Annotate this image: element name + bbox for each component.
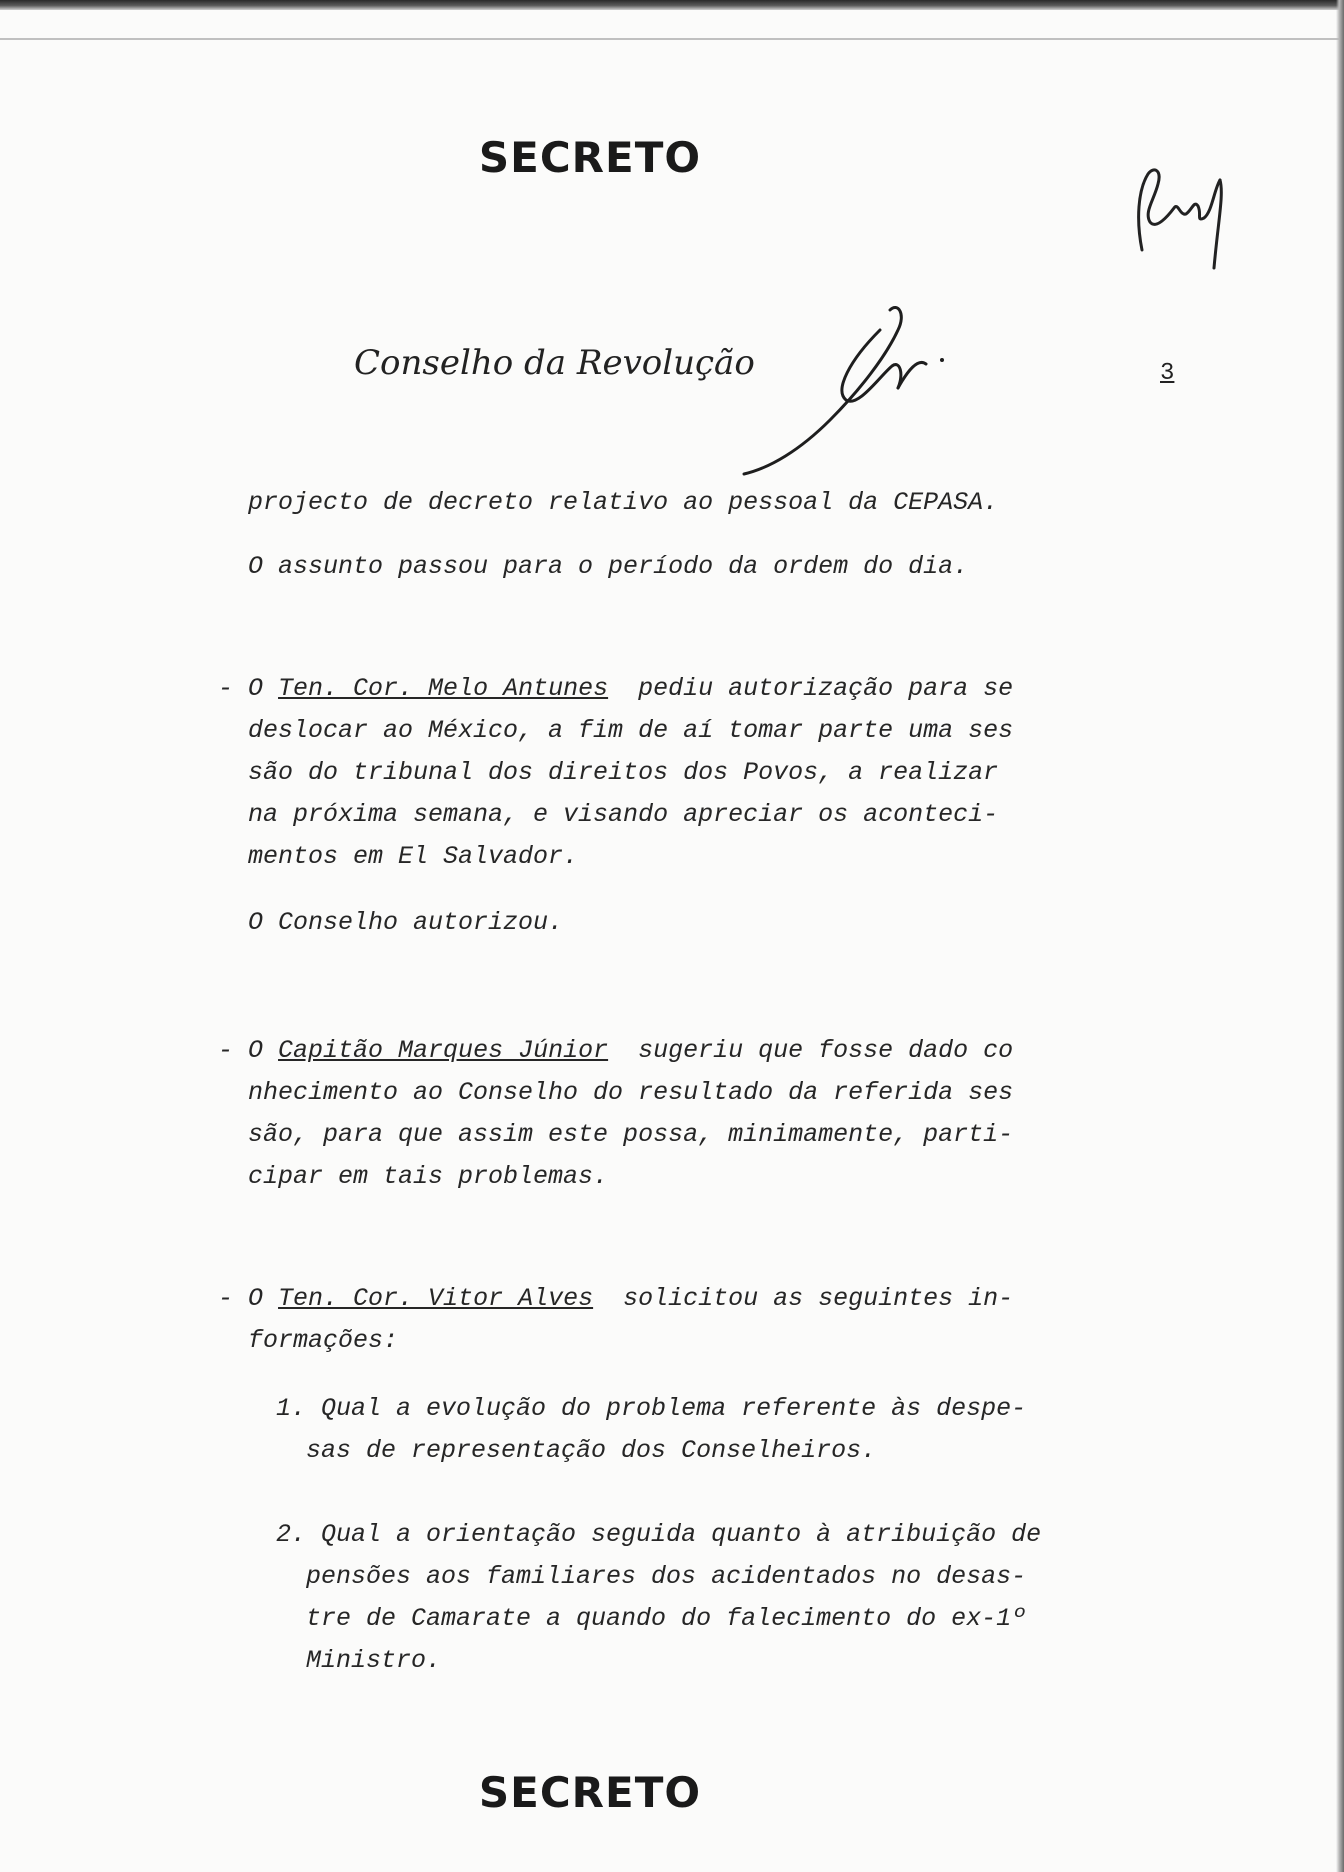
- item-melo-antunes-line5: mentos em El Salvador.: [248, 842, 579, 871]
- page-number: 3: [1160, 360, 1175, 387]
- item-text: pediu autorização para se: [638, 674, 1014, 703]
- item-dash: - O: [218, 1036, 264, 1065]
- question-1-line1: 1. Qual a evolução do problema referente às despe-: [276, 1394, 1027, 1423]
- question-1-line2: sas de representação dos Conselheiros.: [306, 1436, 877, 1465]
- item-marques-junior-line4: cipar em tais problemas.: [248, 1162, 609, 1191]
- item-dash: - O: [218, 1284, 264, 1313]
- item-marques-junior-line1: [218, 1030, 1013, 1072]
- item-melo-antunes-line3: são do tribunal dos direitos dos Povos, a realizar: [248, 758, 999, 787]
- scan-top-edge: [0, 0, 1344, 10]
- question-2-line3: tre de Camarate a quando do falecimento do ex-1º: [306, 1604, 1027, 1633]
- item-vitor-alves-line1: [218, 1278, 1013, 1320]
- scan-top-rule: [0, 38, 1344, 40]
- item-marques-junior-line2: nhecimento ao Conselho do resultado da referida ses: [248, 1078, 1014, 1107]
- scan-right-edge: [1336, 0, 1344, 1872]
- speaker-name: Ten. Cor. Vitor Alves: [278, 1284, 594, 1313]
- speaker-name: Capitão Marques Júnior: [278, 1036, 609, 1065]
- classification-stamp-bottom: SECRETO: [478, 1768, 702, 1817]
- item-melo-antunes-line1: [218, 668, 1013, 710]
- item-melo-antunes-line4: na próxima semana, e visando apreciar os aconteci-: [248, 800, 999, 829]
- paragraph-agenda-note: O assunto passou para o período da ordem do dia.: [248, 552, 969, 581]
- item-vitor-alves-line2: formações:: [248, 1326, 399, 1355]
- letterhead-council-name: Conselho da Revolução: [354, 343, 755, 383]
- classification-stamp-top: SECRETO: [478, 133, 702, 182]
- item-melo-antunes-line2: deslocar ao México, a fim de aí tomar parte uma ses: [248, 716, 1014, 745]
- speaker-name: Ten. Cor. Melo Antunes: [278, 674, 609, 703]
- item-marques-junior-line3: são, para que assim este possa, minimamente, parti-: [248, 1120, 1014, 1149]
- question-2-line4: Ministro.: [306, 1646, 442, 1675]
- handwritten-signature: [730, 300, 960, 480]
- paragraph-decree-project: projecto de decreto relativo ao pessoal da CEPASA.: [248, 488, 999, 517]
- handwritten-initials-signature: [1128, 160, 1228, 280]
- question-2-line2: pensões aos familiares dos acidentados no desas-: [306, 1562, 1027, 1591]
- item-dash: - O: [218, 674, 264, 703]
- paragraph-council-authorized: O Conselho autorizou.: [248, 908, 564, 937]
- item-text: solicitou as seguintes in-: [623, 1284, 1014, 1313]
- item-text: sugeriu que fosse dado co: [638, 1036, 1014, 1065]
- question-2-line1: 2. Qual a orientação seguida quanto à atribuição de: [276, 1520, 1042, 1549]
